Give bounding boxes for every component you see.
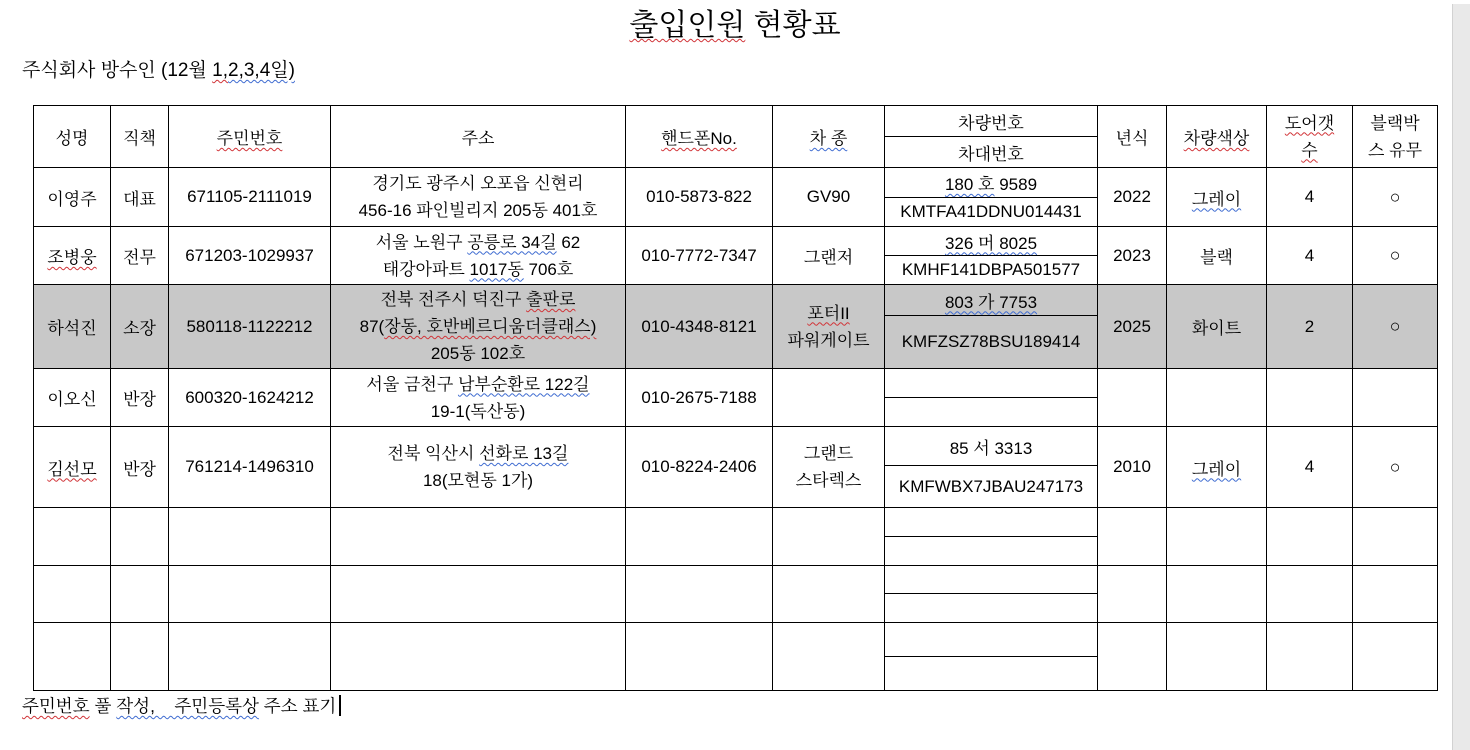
address-cell[interactable] [331, 227, 626, 285]
vehicle-no-cell[interactable] [885, 227, 1098, 256]
year-cell[interactable]: 2022 [1098, 168, 1167, 227]
doors-cell[interactable]: 2 [1267, 285, 1353, 369]
footer-text-rest: 주소 표기 [258, 696, 337, 716]
header-phone-text: 핸드폰No. [661, 129, 737, 148]
color-text: 그레이 [1191, 459, 1242, 479]
blackbox-cell[interactable]: ○ [1353, 285, 1438, 369]
address-line1: 전북 익산시 선화로 13길 [387, 444, 569, 463]
header-color-text: 차량색상 [1183, 129, 1250, 148]
page-title[interactable] [0, 4, 1470, 48]
year-cell[interactable]: 2023 [1098, 227, 1167, 285]
phone-cell[interactable] [626, 508, 773, 566]
vehicle-type-cell[interactable] [773, 623, 885, 691]
doors-cell[interactable]: 4 [1267, 227, 1353, 285]
footer-text-blue: 작성, 주민등록상 [116, 696, 259, 716]
address-line2: 19-1(독산동) [430, 401, 526, 421]
doors-cell[interactable]: 4 [1267, 168, 1353, 227]
footer-note[interactable] [22, 694, 1470, 718]
doors-cell[interactable] [1267, 623, 1353, 691]
name-cell[interactable]: 이영주 [34, 168, 111, 227]
vehicle-type-cell[interactable] [773, 285, 885, 369]
vehicle-type-cell[interactable] [773, 369, 885, 427]
resident-id-cell[interactable] [169, 623, 331, 691]
header-blackbox-line2: 스 유무 [1368, 140, 1422, 160]
doors-cell[interactable] [1267, 369, 1353, 427]
vehicle-type-cell[interactable]: 그랜저 [773, 227, 885, 285]
chassis-no-cell[interactable]: KMHF141DBPA501577 [885, 256, 1098, 285]
address-line2: 456-16 파인빌리지 205동 401호 [358, 201, 598, 220]
header-blackbox[interactable] [1353, 106, 1438, 168]
title-text-underlined: 출입인원 [629, 9, 746, 42]
header-color[interactable] [1167, 106, 1267, 168]
chassis-no-cell[interactable] [885, 594, 1098, 623]
chassis-no-cell[interactable]: KMFWBX7JBAU247173 [885, 466, 1098, 508]
vehicle-no-text-rest: 9589 [994, 175, 1038, 194]
position-cell[interactable]: 전무 [111, 227, 169, 285]
color-text: 그레이 [1191, 189, 1242, 209]
year-cell[interactable] [1098, 623, 1167, 691]
phone-cell[interactable]: 010-5873-822 [626, 168, 773, 227]
header-vehicle-type[interactable] [773, 106, 885, 168]
position-cell[interactable] [111, 623, 169, 691]
header-phone[interactable] [626, 106, 773, 168]
address-line3: 205동 102호 [430, 344, 526, 363]
vehicle-type-cell[interactable] [773, 508, 885, 566]
resident-id-cell[interactable]: 671203-1029937 [169, 227, 331, 285]
address-line1: 경기도 광주시 오포읍 신현리 [372, 174, 584, 193]
text-caret [339, 695, 341, 716]
address-cell[interactable] [331, 369, 626, 427]
blackbox-cell[interactable]: ○ [1353, 227, 1438, 285]
footer-text-red: 주민번호 [22, 696, 90, 716]
address-cell[interactable] [331, 508, 626, 566]
year-cell[interactable] [1098, 566, 1167, 623]
name-cell[interactable]: 이오신 [34, 369, 111, 427]
vehicle-type-cell[interactable]: GV90 [773, 168, 885, 227]
header-address[interactable]: 주소 [331, 106, 626, 168]
footer-text: 풀 [89, 696, 117, 716]
color-cell[interactable] [1167, 623, 1267, 691]
vehicle-no-cell[interactable] [885, 369, 1098, 398]
name-text: 조병웅 [47, 248, 97, 267]
color-cell[interactable]: 화이트 [1167, 285, 1267, 369]
table-row-empty [34, 508, 1438, 537]
address-cell[interactable] [331, 623, 626, 691]
phone-cell[interactable]: 010-8224-2406 [626, 427, 773, 508]
name-cell[interactable] [34, 427, 111, 508]
table-row-empty [34, 623, 1438, 657]
name-cell[interactable] [34, 623, 111, 691]
address-line2: 태강아파트 1017동 706호 [382, 259, 574, 279]
name-cell[interactable] [34, 566, 111, 623]
chassis-no-cell[interactable] [885, 537, 1098, 566]
year-cell[interactable] [1098, 508, 1167, 566]
phone-cell[interactable] [626, 566, 773, 623]
name-cell[interactable]: 하석진 [34, 285, 111, 369]
vehicle-type-line2: 스타렉스 [795, 471, 862, 490]
header-vehicle-no[interactable]: 차량번호 [885, 106, 1098, 137]
position-cell[interactable]: 반장 [111, 369, 169, 427]
position-cell[interactable] [111, 508, 169, 566]
year-cell[interactable]: 2025 [1098, 285, 1167, 369]
year-cell[interactable]: 2010 [1098, 427, 1167, 508]
company-date-line[interactable] [22, 58, 1470, 84]
table-row [34, 369, 1438, 398]
address-cell[interactable] [331, 427, 626, 508]
blackbox-cell[interactable]: ○ [1353, 168, 1438, 227]
doors-cell[interactable] [1267, 566, 1353, 623]
color-cell[interactable] [1167, 508, 1267, 566]
phone-cell[interactable]: 010-2675-7188 [626, 369, 773, 427]
color-cell[interactable]: 블랙 [1167, 227, 1267, 285]
resident-id-cell[interactable]: 671105-2111019 [169, 168, 331, 227]
header-blackbox-line1: 블랙박 [1370, 113, 1420, 133]
vehicle-type-line1: 그랜드 [803, 444, 854, 463]
resident-id-cell[interactable]: 600320-1624212 [169, 369, 331, 427]
header-name[interactable]: 성명 [34, 106, 111, 168]
vehicle-no-cell[interactable] [885, 566, 1098, 594]
table-row [34, 427, 1438, 466]
chassis-no-cell[interactable] [885, 398, 1098, 427]
address-line1: 전북 전주시 덕진구 출판로 [380, 290, 576, 309]
vehicle-no-text: 803 가 7753 [944, 292, 1038, 312]
blackbox-cell[interactable]: ○ [1353, 427, 1438, 508]
resident-id-cell[interactable] [169, 508, 331, 566]
address-cell[interactable] [331, 285, 626, 369]
address-cell[interactable] [331, 168, 626, 227]
table-row [34, 168, 1438, 198]
position-cell[interactable] [111, 566, 169, 623]
position-cell[interactable]: 대표 [111, 168, 169, 227]
color-cell[interactable] [1167, 427, 1267, 508]
doors-cell[interactable]: 4 [1267, 427, 1353, 508]
address-line2: 87(장동, 호반베르디움더클래스) [359, 317, 597, 336]
phone-cell[interactable]: 010-7772-7347 [626, 227, 773, 285]
table-row [34, 227, 1438, 256]
header-doors-line2: 수 [1301, 140, 1318, 160]
header-year[interactable]: 년식 [1098, 106, 1167, 168]
position-cell[interactable]: 반장 [111, 427, 169, 508]
header-doors-line1: 도어갯 [1284, 113, 1335, 133]
name-cell[interactable] [34, 508, 111, 566]
year-cell[interactable] [1098, 369, 1167, 427]
blackbox-cell[interactable] [1353, 369, 1438, 427]
address-line2: 18(모현동 1가) [422, 471, 534, 490]
name-text: 김선모 [47, 459, 97, 479]
window-edge-strip [1452, 4, 1470, 750]
resident-id-cell[interactable]: 761214-1496310 [169, 427, 331, 508]
header-resident-id-text: 주민번호 [216, 129, 283, 148]
name-cell[interactable] [34, 227, 111, 285]
color-cell[interactable] [1167, 369, 1267, 427]
vehicle-type-cell[interactable] [773, 427, 885, 508]
color-cell[interactable] [1167, 566, 1267, 623]
title-text-rest: 현황표 [745, 9, 841, 42]
vehicle-no-cell[interactable]: 85 서 3313 [885, 427, 1098, 466]
doors-cell[interactable] [1267, 508, 1353, 566]
vehicle-no-cell[interactable] [885, 285, 1098, 316]
header-resident-id[interactable] [169, 106, 331, 168]
header-chassis-no[interactable]: 차대번호 [885, 137, 1098, 168]
blackbox-cell[interactable] [1353, 623, 1438, 691]
position-cell[interactable]: 소장 [111, 285, 169, 369]
header-position[interactable]: 직책 [111, 106, 169, 168]
address-cell[interactable] [331, 566, 626, 623]
vehicle-type-line1: 포터II [807, 303, 850, 323]
chassis-no-cell[interactable]: KMTFA41DDNU014431 [885, 198, 1098, 227]
vehicle-no-text: 326 머 8025 [944, 233, 1038, 253]
color-cell[interactable] [1167, 168, 1267, 227]
vehicle-no-cell[interactable] [885, 168, 1098, 198]
blackbox-cell[interactable] [1353, 508, 1438, 566]
phone-cell[interactable] [626, 623, 773, 691]
chassis-no-cell[interactable]: KMFZSZ78BSU189414 [885, 316, 1098, 369]
date-text-red: 1, [212, 60, 228, 81]
vehicle-type-line2: 파워게이트 [787, 330, 870, 350]
header-doors[interactable] [1267, 106, 1353, 168]
chassis-no-cell[interactable] [885, 657, 1098, 691]
vehicle-no-cell[interactable] [885, 623, 1098, 657]
vehicle-no-text: 180 호 [944, 175, 995, 194]
address-line1: 서울 노원구 공릉로 34길 62 [375, 232, 581, 252]
resident-id-cell[interactable] [169, 566, 331, 623]
header-row [34, 106, 1438, 137]
address-line1: 서울 금천구 남부순환로 122길 [366, 374, 590, 394]
vehicle-type-cell[interactable] [773, 566, 885, 623]
access-personnel-table [33, 105, 1438, 691]
date-text-blue: 2,3,4일) [228, 60, 295, 81]
table-row-empty [34, 566, 1438, 594]
phone-cell[interactable]: 010-4348-8121 [626, 285, 773, 369]
header-vehicle-type-text: 차 종 [809, 129, 848, 148]
company-name-text: 주식회사 방수인 (12월 [22, 60, 213, 81]
blackbox-cell[interactable] [1353, 566, 1438, 623]
vehicle-no-cell[interactable] [885, 508, 1098, 537]
table-row-highlighted [34, 285, 1438, 316]
resident-id-cell[interactable]: 580118-1122212 [169, 285, 331, 369]
